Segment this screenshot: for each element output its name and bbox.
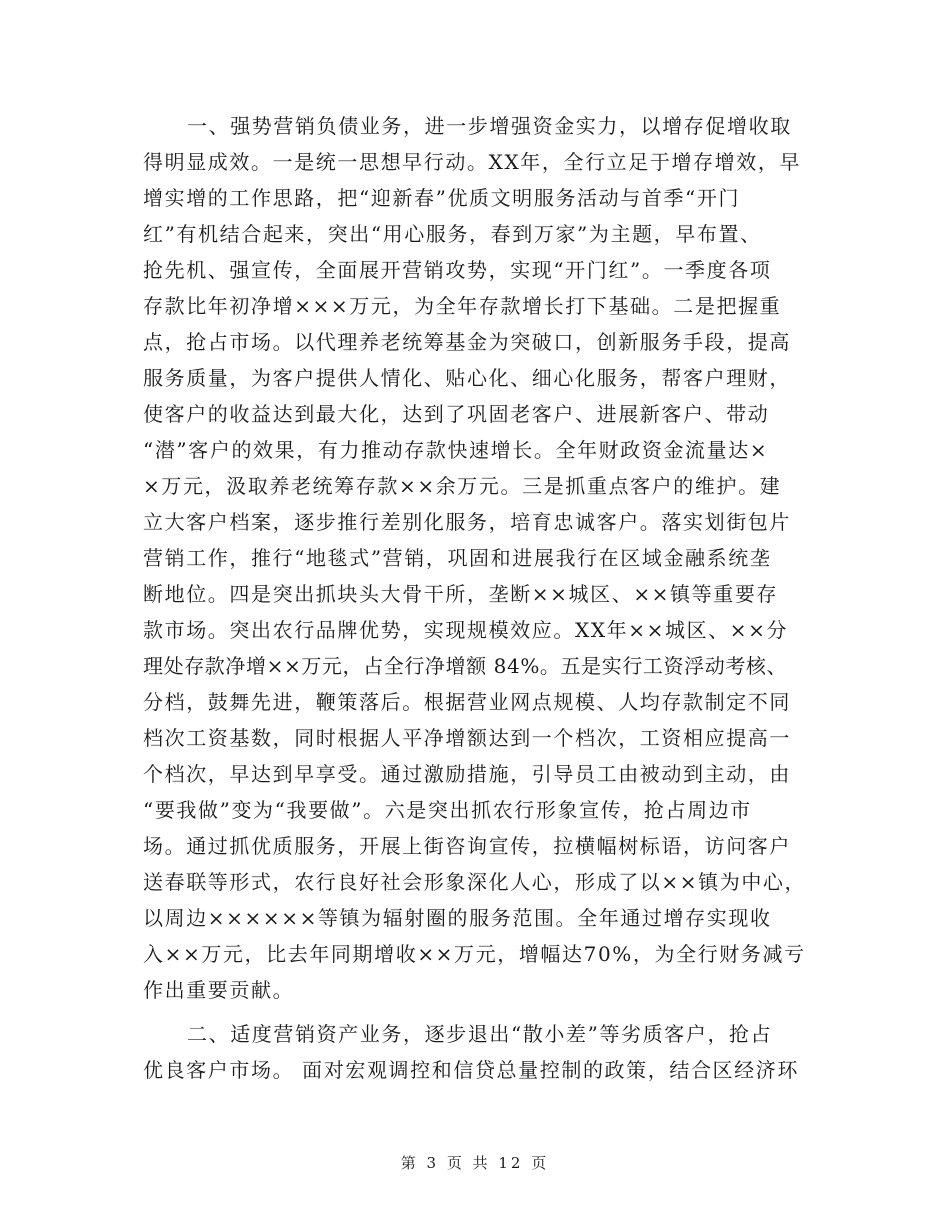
text-line: 以周边××××××等镇为辐射圈的服务范围。全年通过增存实现收 bbox=[143, 906, 772, 930]
text-line: 分档，鼓舞先进，鞭策落后。根据营业网点规模、人均存款制定不同 bbox=[143, 690, 791, 714]
text-line: 存款比年初净增×××万元，为全年存款增长打下基础。二是把握重 bbox=[143, 294, 782, 318]
text-line: 场。通过抓优质服务，开展上街咨询宣传，拉横幅树标语，访问客户 bbox=[143, 834, 791, 858]
text-line: 优良客户市场。 面对宏观调控和信贷总量控制的政策，结合区经济环 bbox=[143, 1058, 799, 1082]
text-line: 一、强势营销负债业务，进一步增强资金实力，以增存促增收取 bbox=[187, 114, 792, 138]
text-line: 增实增的工作思路，把“迎新春”优质文明服务活动与首季“开门 bbox=[143, 186, 741, 210]
page-footer: 第 3 页 共 12 页 bbox=[400, 1154, 550, 1172]
text-line: 入××万元，比去年同期增收××万元，增幅达70%，为全行财务减亏 bbox=[143, 942, 806, 966]
text-line: ×万元，汲取养老统筹存款××余万元。三是抓重点客户的维护。建 bbox=[143, 474, 782, 498]
text-line: 立大客户档案，逐步推行差别化服务，培育忠诚客户。落实划街包片 bbox=[143, 510, 791, 534]
document-body bbox=[143, 108, 813, 1088]
text-line: 使客户的收益达到最大化，达到了巩固老客户、进展新客户、带动 bbox=[143, 402, 770, 426]
paragraph-2 bbox=[143, 1016, 813, 1088]
text-line: 红”有机结合起来，突出“用心服务，春到万家”为主题，早布置、 bbox=[143, 222, 762, 246]
text-line: 抢先机、强宣传，全面展开营销攻势，实现“开门红”。一季度各项 bbox=[143, 258, 772, 282]
text-line: 档次工资基数，同时根据人平净增额达到一个档次，工资相应提高一 bbox=[143, 726, 791, 750]
text-line: 个档次，早达到早享受。通过激励措施，引导员工由被动到主动，由 bbox=[143, 762, 791, 786]
text-line: 作出重要贡献。 bbox=[143, 978, 295, 1002]
text-line: 点，抢占市场。以代理养老统筹基金为突破口，创新服务手段，提高 bbox=[143, 330, 791, 354]
text-line: 断地位。四是突出抓块头大骨干所，垄断××城区、××镇等重要存 bbox=[143, 582, 779, 606]
text-line: 款市场。突出农行品牌优势，实现规模效应。XX年××城区、××分 bbox=[143, 618, 789, 642]
paragraph-1 bbox=[143, 108, 813, 1008]
text-line: 二、适度营销资产业务，逐步退出“散小差”等劣质客户，抢占 bbox=[187, 1022, 773, 1046]
text-line: 服务质量，为客户提供人情化、贴心化、细心化服务，帮客户理财， bbox=[143, 366, 791, 390]
text-line: 营销工作，推行“地毯式”营销，巩固和进展我行在区域金融系统垄 bbox=[143, 546, 772, 570]
text-line: 得明显成效。一是统一思想早行动。XX年，全行立足于增存增效，早 bbox=[143, 150, 802, 174]
text-line: 送春联等形式，农行良好社会形象深化人心，形成了以××镇为中心， bbox=[143, 870, 807, 894]
text-line: “要我做”变为“我要做”。六是突出抓农行形象宣传，抢占周边市 bbox=[143, 798, 752, 822]
text-line: 理处存款净增××万元，占全行净增额 84%。五是实行工资浮动考核、 bbox=[143, 654, 788, 678]
text-line: “潜”客户的效果，有力推动存款快速增长。全年财政资金流量达× bbox=[143, 438, 769, 462]
